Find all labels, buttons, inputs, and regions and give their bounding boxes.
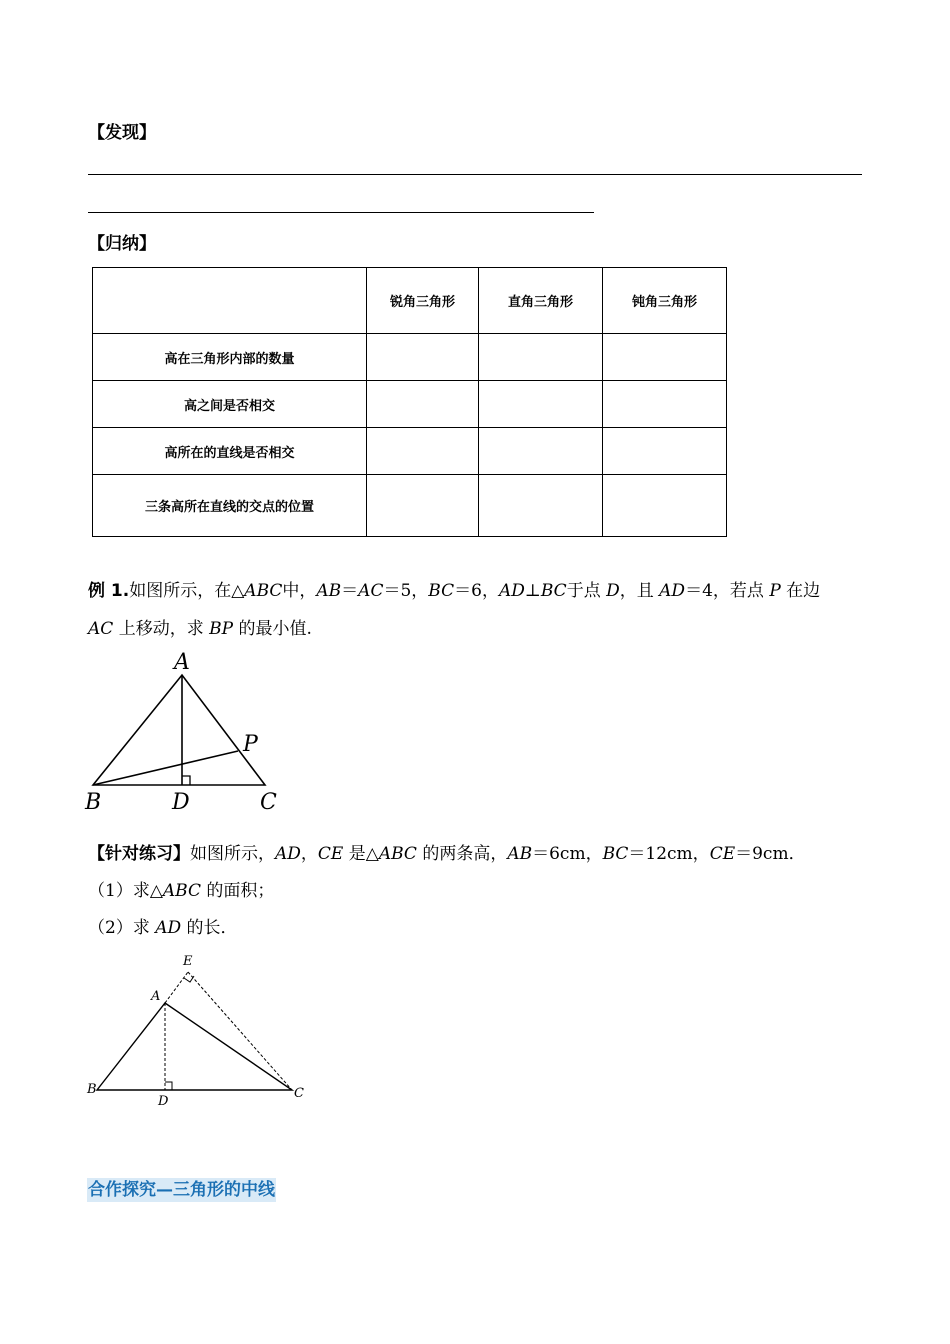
table-row-label: 高在三角形内部的数量 — [93, 334, 367, 381]
summary-table — [92, 267, 727, 537]
right-angle-mark-d — [165, 1082, 172, 1090]
table-cell — [367, 475, 479, 537]
table-row — [93, 475, 727, 537]
table-row — [93, 381, 727, 428]
practice-figure — [80, 950, 320, 1110]
table-row — [93, 428, 727, 475]
label-d: D — [158, 1094, 169, 1109]
label-e: E — [183, 954, 193, 969]
label-c: C — [294, 1086, 304, 1101]
triangle-abc — [93, 675, 265, 785]
table-cell — [479, 428, 603, 475]
table-cell — [603, 334, 727, 381]
example1-label: 例 1. — [88, 581, 130, 601]
label-b: B — [85, 790, 102, 815]
discover-heading: 【发现】 — [88, 123, 156, 143]
label-c: C — [260, 790, 277, 815]
answer-line-2 — [88, 212, 594, 213]
segment-bp — [93, 751, 238, 785]
table-cell — [603, 428, 727, 475]
table-cell — [479, 381, 603, 428]
altitude-ce — [188, 972, 292, 1090]
triangle-abc — [97, 1003, 292, 1090]
example1-line1: 例 1.如图所示，在△ABC中，AB＝AC＝5，BC＝6，AD⊥BC于点 D，且 AD＝4，若点 P 在边 — [88, 581, 821, 601]
table-header-row — [93, 268, 727, 334]
label-p: P — [243, 732, 258, 757]
practice-line1: 【针对练习】如图所示，AD，CE 是△ABC 的两条高，AB＝6cm，BC＝12cm，CE＝9cm． — [88, 844, 806, 864]
table-header-cell: 锐角三角形 — [367, 268, 479, 334]
example1-line2: AC 上移动，求 BP 的最小值. — [88, 619, 312, 639]
extension-ae — [165, 972, 188, 1003]
cooperative-heading: 合作探究—三角形的中线 — [88, 1180, 275, 1200]
table-cell — [367, 334, 479, 381]
answer-line-1 — [88, 174, 862, 175]
table-cell — [367, 428, 479, 475]
practice-question-2: （2）求 AD 的长． — [88, 918, 238, 938]
table-header-cell: 钝角三角形 — [603, 268, 727, 334]
table-row — [93, 334, 727, 381]
label-b: B — [87, 1082, 97, 1097]
table-cell — [479, 475, 603, 537]
table-cell — [367, 381, 479, 428]
right-angle-mark — [182, 776, 190, 785]
label-d: D — [172, 790, 190, 815]
label-a: A — [151, 989, 161, 1004]
table-cell — [479, 334, 603, 381]
table-header-cell: 直角三角形 — [479, 268, 603, 334]
summary-heading: 【归纳】 — [88, 234, 156, 254]
practice-question-1: （1）求△ABC 的面积； — [88, 881, 275, 901]
table-cell — [603, 475, 727, 537]
table-row-label: 高所在的直线是否相交 — [93, 428, 367, 475]
label-a: A — [174, 650, 190, 675]
table-row-label: 三条高所在直线的交点的位置 — [93, 475, 367, 537]
table-row-label: 高之间是否相交 — [93, 381, 367, 428]
table-cell — [603, 381, 727, 428]
practice-label: 【针对练习】 — [88, 844, 190, 864]
example1-figure — [80, 645, 300, 820]
table-header-cell — [93, 268, 367, 334]
